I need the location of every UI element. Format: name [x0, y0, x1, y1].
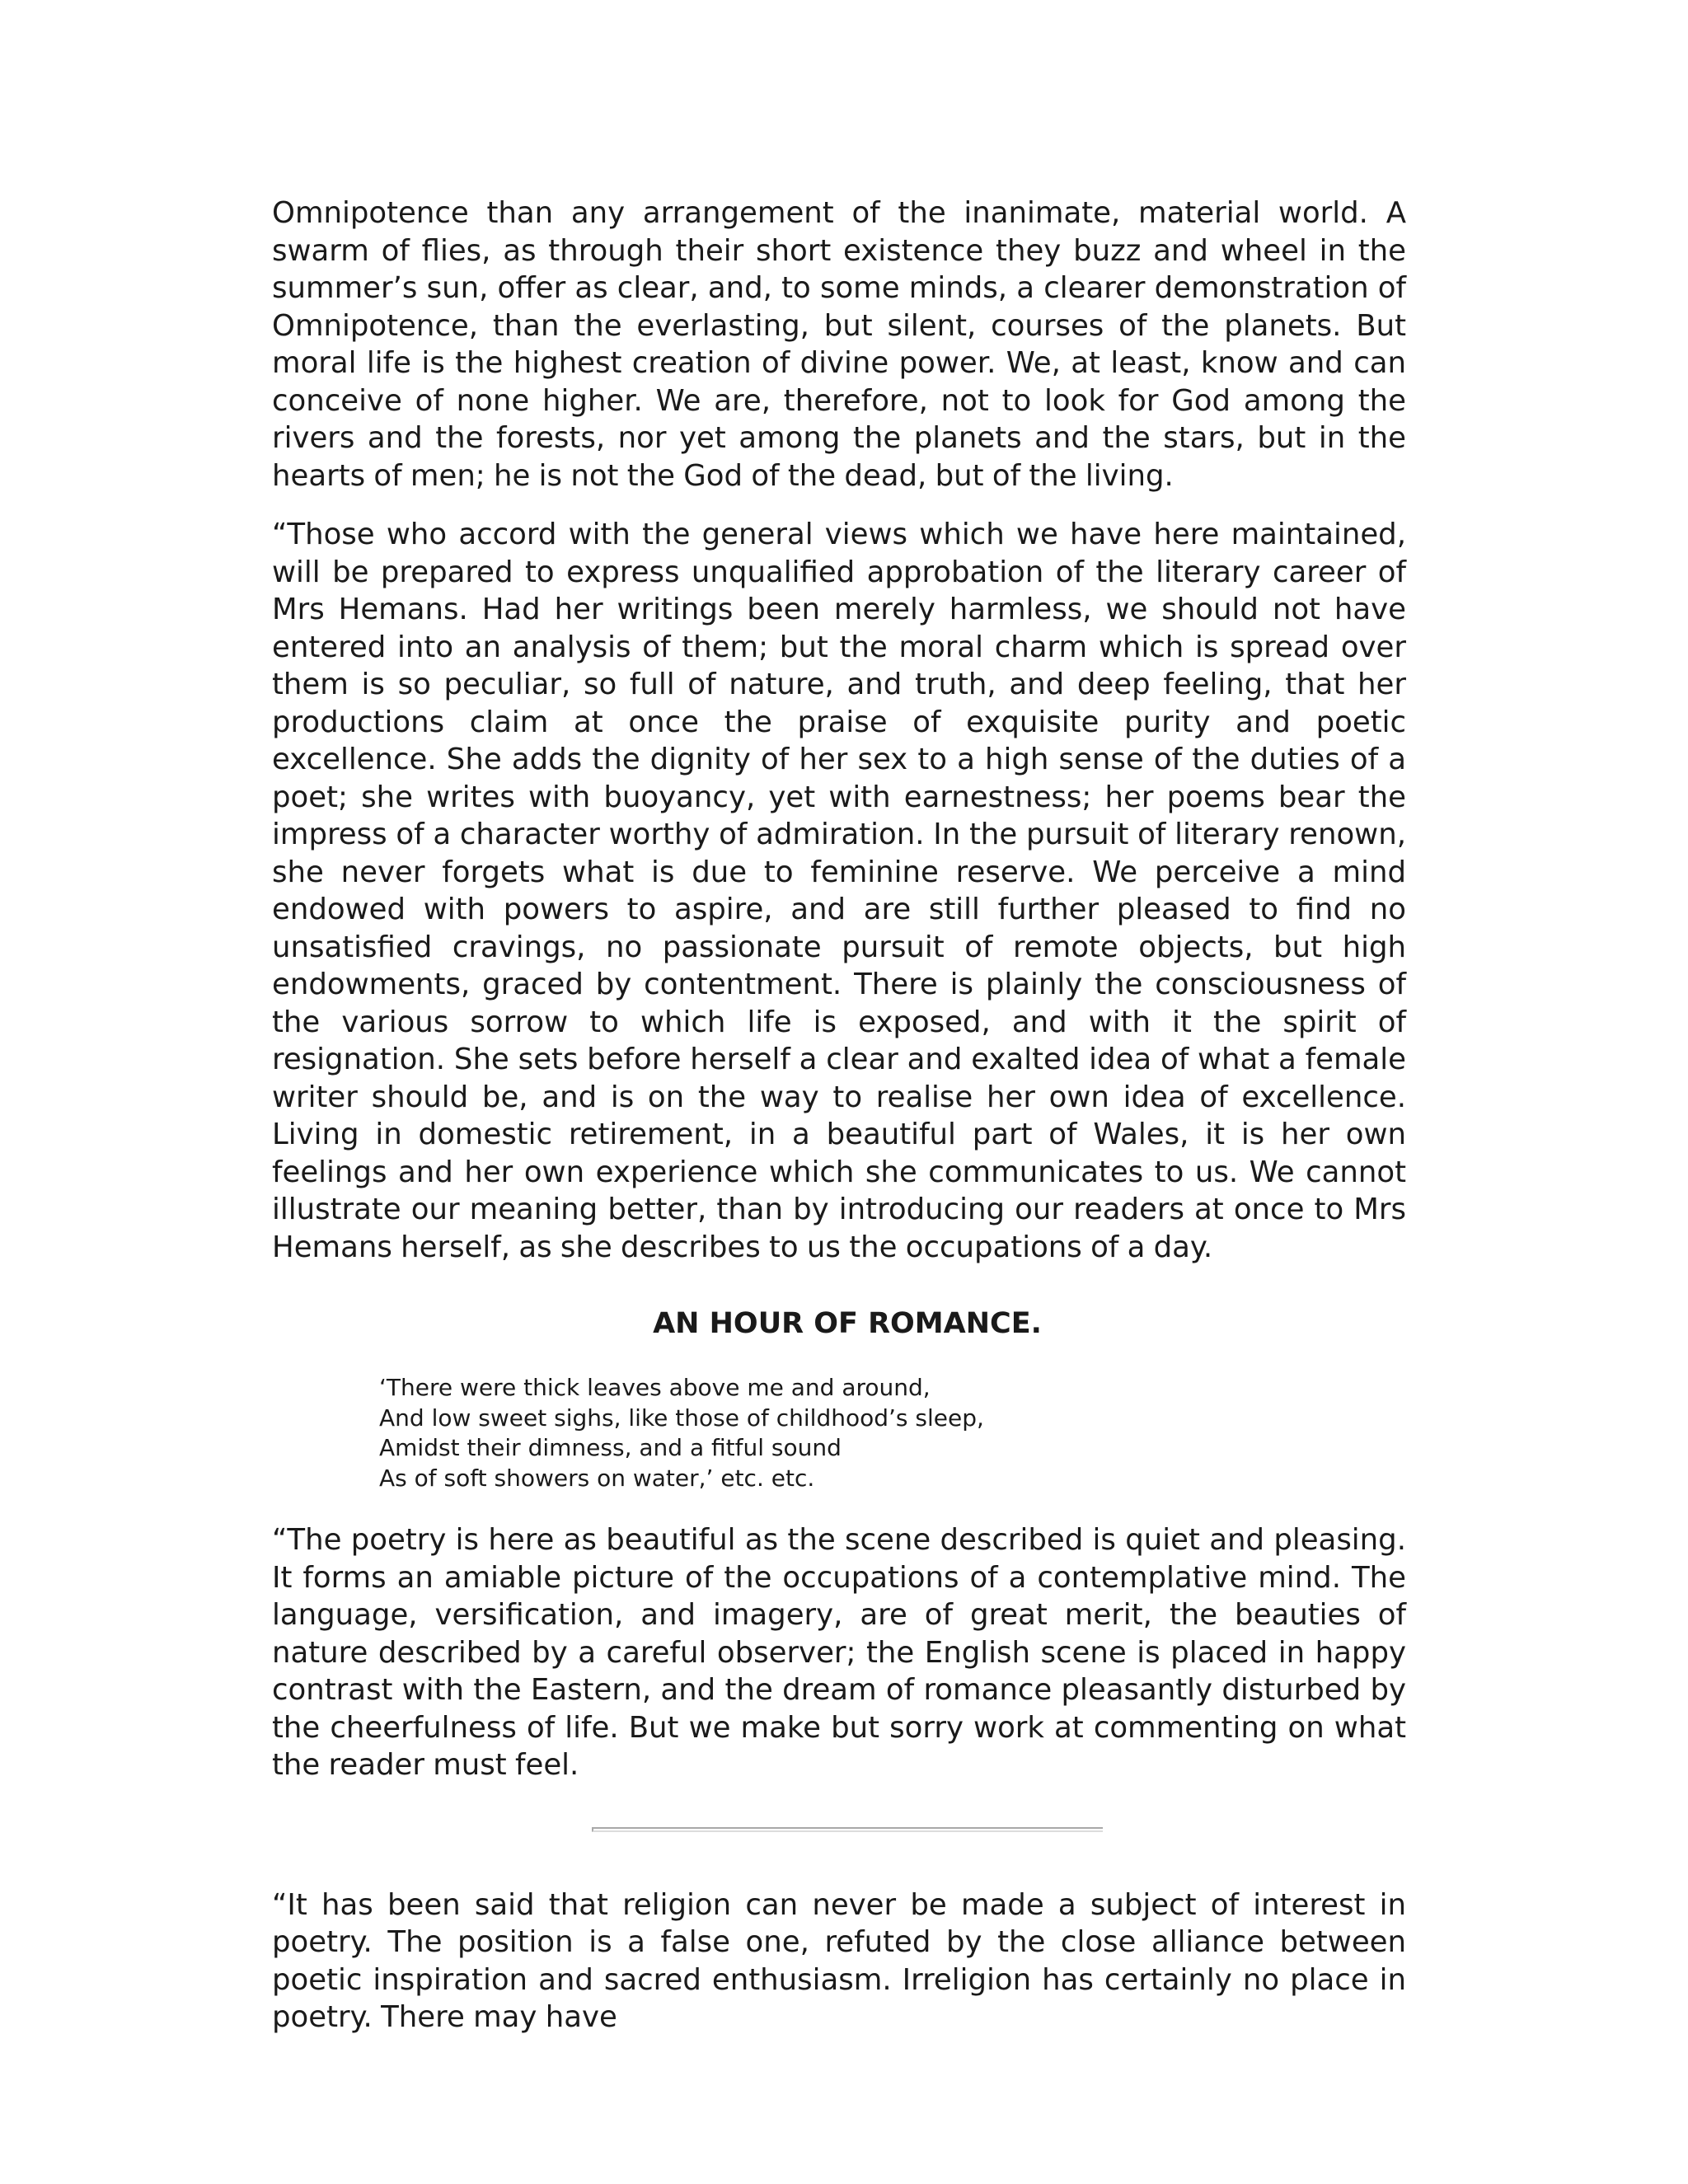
- poem-line: Amidst their dimness, and a fitful sound: [379, 1434, 842, 1461]
- paragraph-mrs-hemans-career: “Those who accord with the general views which we have here maintained, will be prepared to express unqualified approbation of the literary career of Mrs Hemans. Had her writings been merely harmless, we should not have entered into an analysis of them; but the moral charm which is spread over them is so peculiar, so full of nature, and truth, and deep feeling, that her productions claim at once the praise of exquisite purity and poetic excellence. She adds the dignity of her sex to a high sense of the duties of a poet; she writes with buoyancy, yet with earnestness; her poems bear the impress of a character worthy of admiration. In the pursuit of literary renown, she never forgets what is due to feminine reserve. We perceive a mind endowed with powers to aspire, and are still further pleased to find no unsatisfied cravings, no passionate pursuit of remote objects, but high endowments, graced by contentment. There is plainly the consciousness of the various sorrow to which life is exposed, and with it the spirit of resignation. She sets before herself a clear and exalted idea of what a female writer should be, and is on the way to realise her own idea of excellence. Living in domestic retirement, in a beautiful part of Wales, it is her own feelings and her own experience which she communicates to us. We cannot illustrate our meaning better, than by introducing our readers at once to Mrs Hemans herself, as she describes to us the occupations of a day.: [272, 518, 1406, 1264]
- document-page: [272, 194, 1406, 2058]
- poem-line: As of soft showers on water,’ etc. etc.: [379, 1464, 815, 1492]
- poem-line: And low sweet sighs, like those of childhood’s sleep,: [379, 1404, 984, 1432]
- paragraph-poetry-commentary: “The poetry is here as beautiful as the scene described is quiet and pleasing. It forms an amiable picture of the occupations of a contemplative mind. The language, versification, and imagery, are of great merit, the beauties of nature described by a careful observer; the English scene is placed in happy contrast with the Eastern, and the dream of romance pleasantly disturbed by the cheerfulness of life. But we make but sorry work at commenting on what the reader must feel.: [272, 1523, 1406, 1782]
- paragraph-religion-poetry: “It has been said that religion can never be made a subject of interest in poetry. The position is a false one, refuted by the close alliance between poetic inspiration and sacred enthusiasm. Irreligion has certainly no place in poetry. There may have: [272, 1887, 1406, 2034]
- poem-heading: AN HOUR OF ROMANCE.: [653, 1307, 1042, 1340]
- poem-line: ‘There were thick leaves above me and around,: [379, 1374, 931, 1401]
- section-divider: [592, 1827, 1103, 1832]
- poem-excerpt: [379, 1373, 1406, 1493]
- paragraph-omnipotence: Omnipotence than any arrangement of the inanimate, material world. A swarm of flies, as through their short existence they buzz and wheel in the summer’s sun, offer as clear, and, to some minds, a clearer demonstration of Omnipotence, than the everlasting, but silent, courses of the planets. But moral life is the highest creation of divine power. We, at least, know and can conceive of none higher. We are, therefore, not to look for God among the rivers and the forests, nor yet among the planets and the stars, but in the hearts of men; he is not the God of the dead, but of the living.: [272, 196, 1406, 493]
